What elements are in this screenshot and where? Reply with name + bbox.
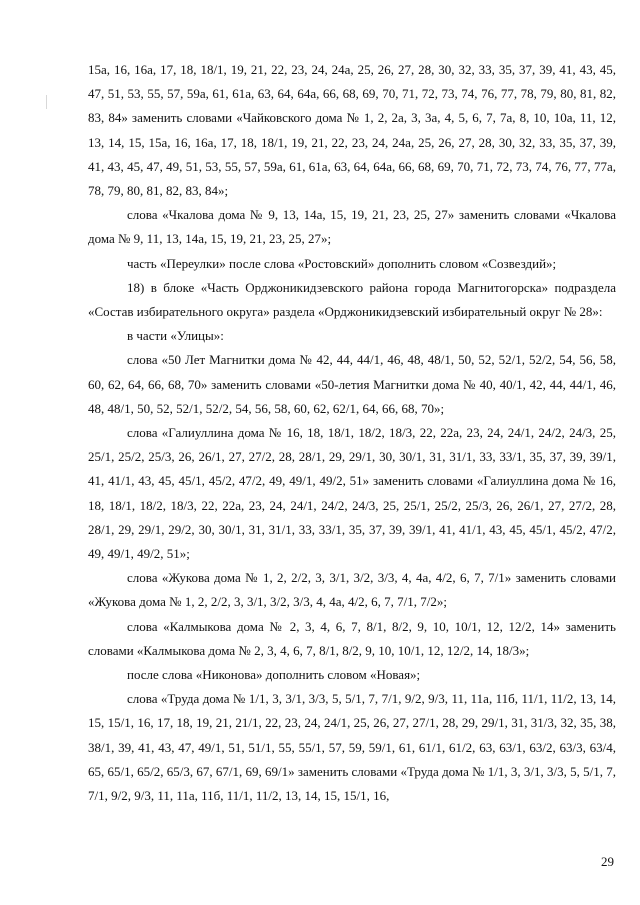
paragraph: слова «Галиуллина дома № 16, 18, 18/1, 18/2, 18/3, 22, 22а, 23, 24, 24/1, 24/2, 24/3, 25, 25/1, 25/2, 25/3, 26, 26/1, 27, 27/2, 28, 28/1, 29, 29/1, 30, 30/1, 31, 31/1, 33, 33/1, 35, 37, 39, 39/1, 41, 41/1, 43, 45, 45/1, 45/2, 47/2, 49, 49/1, 49/2, 51» заменить словами «Галиуллина дома № 16, 18, 18/1, 18/2, 18/3, 22, 22а, 23, 24, 24/1, 24/2, 24/3, 25, 25/1, 25/2, 25/3, 26, 26/1, 27, 27/2, 28, 28/1, 29, 29/1, 29/2, 30, 30/1, 31, 31/1, 33, 33/1, 35, 37, 39, 39/1, 41, 41/1, 43, 45, 45/1, 45/2, 47/2, 49, 49/1, 49/2, 51»;: [88, 425, 616, 562]
page-number: 29: [601, 854, 614, 869]
document-body: [88, 58, 616, 808]
paragraph: часть «Переулки» после слова «Ростовский» дополнить словом «Созвездий»;: [127, 255, 557, 271]
paragraph: слова «Чкалова дома № 9, 13, 14а, 15, 19, 21, 23, 25, 27» заменить словами «Чкалова дома № 9, 11, 13, 14а, 15, 19, 21, 23, 25, 27»;: [88, 207, 616, 247]
paragraph: 18) в блоке «Часть Орджоникидзевского района города Магнитогорска» подраздела «Состав избирательного округа» раздела «Орджоникидзевский избирательный округ № 28»:: [88, 279, 616, 320]
paragraph: слова «Труда дома № 1/1, 3, 3/1, 3/3, 5, 5/1, 7, 7/1, 9/2, 9/3, 11, 11а, 11б, 11/1, 11/2, 13, 14, 15, 15/1, 16, 17, 18, 19, 21, 21/1, 22, 23, 24, 24/1, 25, 26, 27, 27/1, 28, 29, 29/1, 31, 31/3, 32, 35, 38, 38/1, 39, 41, 43, 47, 49/1, 51, 51/1, 55, 55/1, 57, 59, 59/1, 61, 61/1, 61/2, 63, 63/1, 63/2, 63/3, 63/4, 65, 65/1, 65/2, 65/3, 67, 67/1, 69, 69/1» заменить словами «Труда дома № 1/1, 3, 3/1, 3/3, 5, 5/1, 7, 7/1, 9/2, 9/3, 11, 11а, 11б, 11/1, 11/2, 13, 14, 15, 15/1, 16,: [88, 691, 616, 804]
paragraph: в части «Улицы»:: [127, 328, 224, 344]
paragraph: слова «Жукова дома № 1, 2, 2/2, 3, 3/1, 3/2, 3/3, 4, 4а, 4/2, 6, 7, 7/1» заменить словами «Жукова дома № 1, 2, 2/2, 3, 3/1, 3/2, 3/3, 4, 4а, 4/2, 6, 7, 7/1, 7/2»;: [88, 570, 616, 610]
paragraph: после слова «Никонова» дополнить словом «Новая»;: [127, 667, 421, 683]
margin-mark: [46, 95, 47, 109]
paragraph: слова «50 Лет Магнитки дома № 42, 44, 44/1, 46, 48, 48/1, 50, 52, 52/1, 52/2, 54, 56, 58, 60, 62, 64, 66, 68, 70» заменить словами «50-летия Магнитки дома № 40, 40/1, 42, 44, 44/1, 46, 48, 48/1, 50, 52, 52/1, 52/2, 54, 56, 58, 60, 62, 62/1, 64, 66, 68, 70»;: [88, 352, 616, 416]
paragraph: слова «Калмыкова дома № 2, 3, 4, 6, 7, 8/1, 8/2, 9, 10, 10/1, 12, 12/2, 14» заменить словами «Калмыкова дома № 2, 3, 4, 6, 7, 8/1, 8/2, 9, 10, 10/1, 12, 12/2, 14, 18/3»;: [88, 618, 616, 658]
paragraph-continuation: 15а, 16, 16а, 17, 18, 18/1, 19, 21, 22, 23, 24, 24а, 25, 26, 27, 28, 30, 32, 33, 35, 37, 39, 41, 43, 45, 47, 51, 53, 55, 57, 59а, 61, 61а, 63, 64, 64а, 66, 68, 69, 70, 71, 72, 73, 74, 76, 77, 78, 79, 80, 81, 82, 83, 84» заменить словами «Чайковского дома № 1, 2, 2а, 3, 3а, 4, 5, 6, 7, 7а, 8, 10, 10а, 11, 12, 13, 14, 15, 15а, 16, 16а, 17, 18, 18/1, 19, 21, 22, 23, 24, 24а, 25, 26, 27, 28, 30, 32, 33, 35, 37, 39, 41, 43, 45, 47, 49, 51, 53, 55, 57, 59а, 61, 61а, 63, 64, 64а, 66, 68, 69, 70, 71, 72, 73, 74, 76, 77, 77а, 78, 79, 80, 81, 82, 83, 84»;: [88, 62, 616, 199]
